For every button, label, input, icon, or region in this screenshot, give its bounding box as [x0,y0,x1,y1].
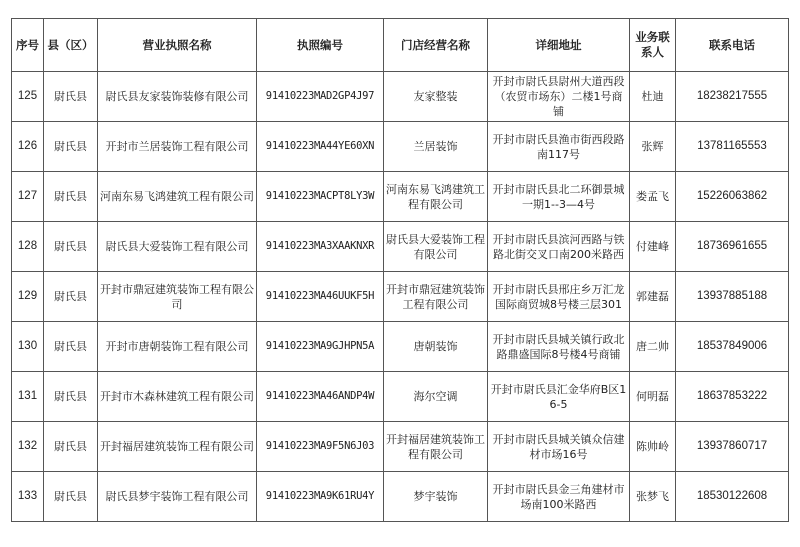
store-name-cell: 海尔空调 [384,372,488,422]
table-row [12,222,789,272]
contact-cell: 杜迪 [630,72,676,122]
table-row [12,72,789,122]
license-name-cell: 开封市鼎冠建筑装饰工程有限公司 [98,272,257,322]
address-cell: 开封市尉氏县尉州大道西段（农贸市场东）二楼1号商铺 [488,72,630,122]
contact-cell: 娄孟飞 [630,172,676,222]
contact-cell: 张辉 [630,122,676,172]
phone-cell: 13781165553 [676,122,789,172]
store-name-cell: 开封市鼎冠建筑装饰工程有限公司 [384,272,488,322]
county-cell: 尉氏县 [44,172,98,222]
phone-cell: 18637853222 [676,372,789,422]
header-seq: 序号 [12,19,44,72]
license-name-cell: 开封福居建筑装饰工程有限公司 [98,422,257,472]
store-name-cell: 友家整装 [384,72,488,122]
license-no-cell: 91410223MA3XAAKNXR [257,222,384,272]
header-address: 详细地址 [488,19,630,72]
store-name-cell: 梦宇装饰 [384,472,488,522]
address-cell: 开封市尉氏县渔市街西段路南117号 [488,122,630,172]
contact-cell: 陈帅岭 [630,422,676,472]
county-cell: 尉氏县 [44,472,98,522]
contact-cell: 付建峰 [630,222,676,272]
seq-cell: 130 [12,322,44,372]
header-license-no: 执照编号 [257,19,384,72]
store-name-cell: 唐朝装饰 [384,322,488,372]
store-name-cell: 兰居装饰 [384,122,488,172]
license-name-cell: 尉氏县友家装饰装修有限公司 [98,72,257,122]
county-cell: 尉氏县 [44,72,98,122]
store-name-cell: 河南东易飞鸿建筑工程有限公司 [384,172,488,222]
contact-cell: 郭建磊 [630,272,676,322]
header-county: 县（区） [44,19,98,72]
phone-cell: 18537849006 [676,322,789,372]
table-header [12,19,789,72]
table-row [12,322,789,372]
contact-cell: 张梦飞 [630,472,676,522]
seq-cell: 129 [12,272,44,322]
address-cell: 开封市尉氏县邢庄乡万汇龙国际商贸城8号楼三层301 [488,272,630,322]
address-cell: 开封市尉氏县汇金华府B区16-5 [488,372,630,422]
table-body [12,72,789,522]
header-phone: 联系电话 [676,19,789,72]
seq-cell: 131 [12,372,44,422]
header-contact: 业务联系人 [630,19,676,72]
header-license-name: 营业执照名称 [98,19,257,72]
header-store-name: 门店经营名称 [384,19,488,72]
contact-cell: 何明磊 [630,372,676,422]
license-name-cell: 开封市木森林建筑工程有限公司 [98,372,257,422]
header-row [12,19,789,72]
license-no-cell: 91410223MA46UUKF5H [257,272,384,322]
table-row [12,272,789,322]
phone-cell: 13937885188 [676,272,789,322]
address-cell: 开封市尉氏县城关镇众信建材市场16号 [488,422,630,472]
license-no-cell: 91410223MA9GJHPN5A [257,322,384,372]
county-cell: 尉氏县 [44,422,98,472]
phone-cell: 15226063862 [676,172,789,222]
contact-cell: 唐二帅 [630,322,676,372]
phone-cell: 18530122608 [676,472,789,522]
license-name-cell: 河南东易飞鸿建筑工程有限公司 [98,172,257,222]
license-name-cell: 开封市唐朝装饰工程有限公司 [98,322,257,372]
phone-cell: 18238217555 [676,72,789,122]
table-row [12,122,789,172]
table-row [12,422,789,472]
license-no-cell: 91410223MACPT8LY3W [257,172,384,222]
license-name-cell: 开封市兰居装饰工程有限公司 [98,122,257,172]
seq-cell: 133 [12,472,44,522]
county-cell: 尉氏县 [44,372,98,422]
license-no-cell: 91410223MA9K61RU4Y [257,472,384,522]
county-cell: 尉氏县 [44,322,98,372]
license-no-cell: 91410223MA9F5N6J03 [257,422,384,472]
table-row [12,172,789,222]
registry-sheet [11,18,788,522]
license-name-cell: 尉氏县大爱装饰工程有限公司 [98,222,257,272]
seq-cell: 126 [12,122,44,172]
address-cell: 开封市尉氏县滨河西路与铁路北街交叉口南200米路西 [488,222,630,272]
address-cell: 开封市尉氏县北二环御景城一期1--3—4号 [488,172,630,222]
seq-cell: 125 [12,72,44,122]
seq-cell: 128 [12,222,44,272]
store-name-cell: 尉氏县大爱装饰工程有限公司 [384,222,488,272]
license-no-cell: 91410223MA44YE60XN [257,122,384,172]
county-cell: 尉氏县 [44,272,98,322]
decoration-company-table [11,18,789,522]
license-no-cell: 91410223MA46ANDP4W [257,372,384,422]
county-cell: 尉氏县 [44,222,98,272]
seq-cell: 132 [12,422,44,472]
address-cell: 开封市尉氏县城关镇行政北路鼎盛国际8号楼4号商铺 [488,322,630,372]
table-row [12,372,789,422]
phone-cell: 18736961655 [676,222,789,272]
seq-cell: 127 [12,172,44,222]
address-cell: 开封市尉氏县金三角建材市场南100米路西 [488,472,630,522]
store-name-cell: 开封福居建筑装饰工程有限公司 [384,422,488,472]
table-row [12,472,789,522]
phone-cell: 13937860717 [676,422,789,472]
license-name-cell: 尉氏县梦宇装饰工程有限公司 [98,472,257,522]
license-no-cell: 91410223MAD2GP4J97 [257,72,384,122]
county-cell: 尉氏县 [44,122,98,172]
